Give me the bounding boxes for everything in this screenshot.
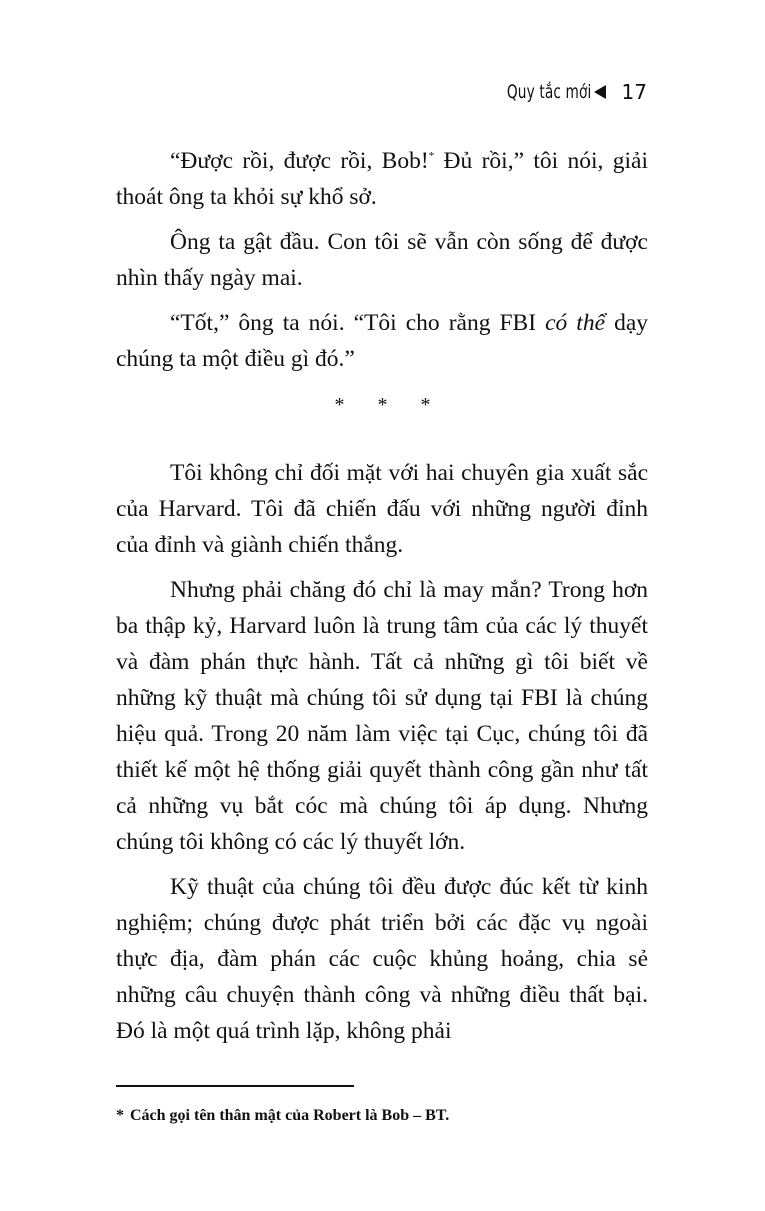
section-separator: * * *	[334, 394, 445, 416]
paragraph-text: Đủ rồi,” tôi nói, giải thoát ông ta khỏi sự khổ sở.	[116, 148, 648, 210]
running-header	[474, 80, 647, 104]
body-text-section-one	[116, 143, 648, 377]
paragraph: Tôi không chỉ đối mặt với hai chuyên gia xuất sắc của Harvard. Tôi đã chiến đấu với những người đỉnh của đỉnh và giành chiến thắng.	[116, 460, 648, 558]
paragraph-dialogue-1	[116, 143, 648, 215]
footnote-reference: *	[428, 150, 435, 162]
running-title: Quy tắc mới	[506, 81, 592, 103]
paragraph: Kỹ thuật của chúng tôi đều được đúc kết từ kinh nghiệm; chúng được phát triển bởi các đặc vụ ngoài thực địa, đàm phán các cuộc khủng hoảng, chia sẻ những câu chuyện thành công và những điều thất bại. Đó là một quá trình lặp, không phải	[116, 874, 648, 1044]
page-number: 17	[621, 80, 647, 104]
paragraph-text: “Tốt,” ông ta nói. “Tôi cho rằng FBI	[170, 310, 546, 336]
footnote-marker: *	[116, 1107, 124, 1124]
emphasis-text: có thể	[545, 310, 606, 336]
paragraph-dialogue-3	[116, 305, 648, 377]
paragraph-text: dạy chúng ta một điều gì đó.”	[116, 310, 648, 372]
footnote-text: Cách gọi tên thân mật của Robert là Bob – BT.	[130, 1107, 450, 1124]
body-text-section-two	[116, 455, 648, 1049]
footnote	[116, 1104, 648, 1128]
footnote-divider	[116, 1085, 354, 1087]
paragraph: Nhưng phải chăng đó chỉ là may mắn? Trong hơn ba thập kỷ, Harvard luôn là trung tâm của các lý thuyết và đàm phán thực hành. Tất cả những gì tôi biết về những kỹ thuật mà chúng tôi sử dụng tại FBI là chúng hiệu quả. Trong 20 năm làm việc tại Cục, chúng tôi đã thiết kế một hệ thống giải quyết thành công gần như tất cả những vụ bắt cóc mà chúng tôi áp dụng. Nhưng chúng tôi không có các lý thuyết lớn.	[116, 577, 648, 855]
paragraph-dialogue-2: Ông ta gật đầu. Con tôi sẽ vẫn còn sống để được nhìn thấy ngày mai.	[116, 229, 648, 291]
left-triangle-icon	[594, 85, 606, 99]
paragraph-text: “Được rồi, được rồi, Bob!	[170, 148, 429, 174]
